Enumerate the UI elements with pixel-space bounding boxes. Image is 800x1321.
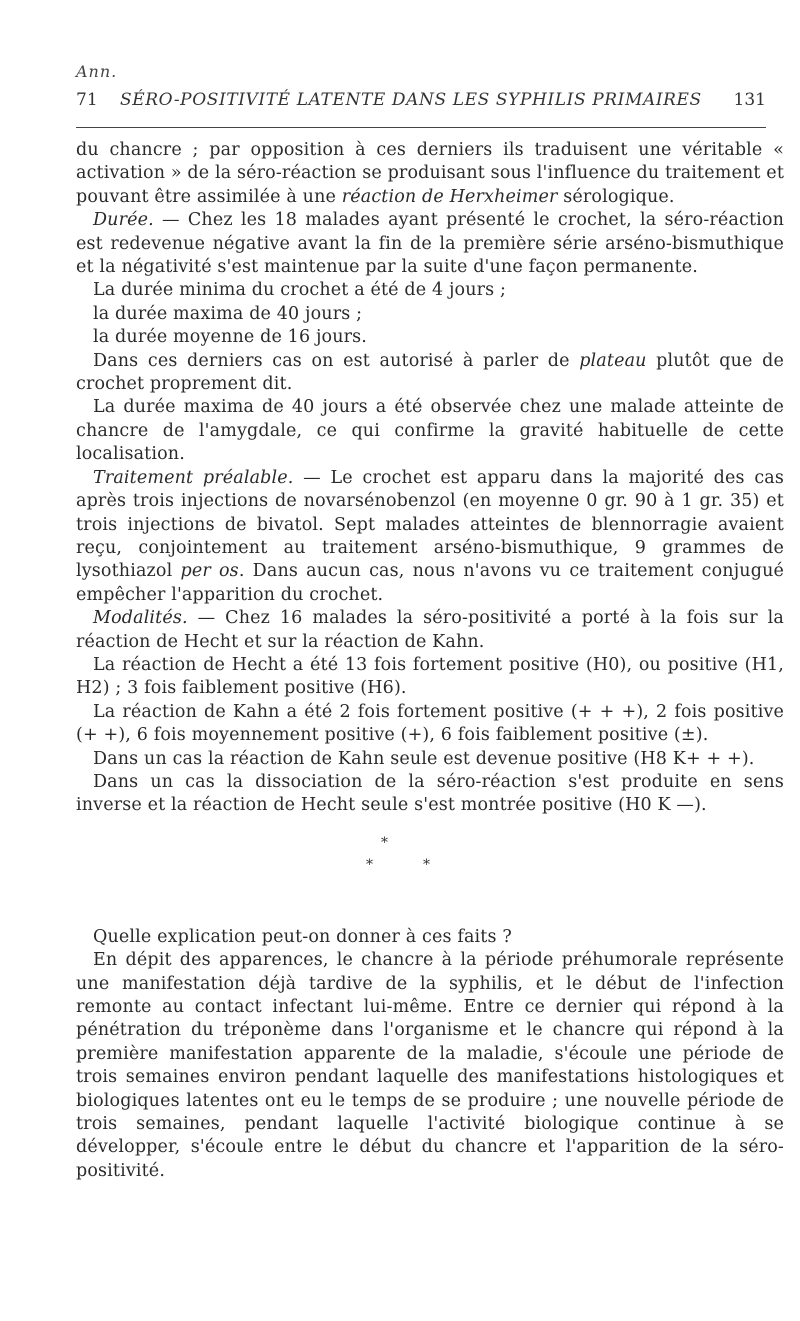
section-lead-traitement: Traitement préalable. [93, 467, 294, 488]
paragraph: la durée moyenne de 16 jours. [93, 327, 367, 348]
paragraph: Dans un cas la dissociation de la séro-réaction s'est produite en sens inverse et la réaction de Hecht seule s'est montrée positive (H0 K —). [76, 771, 784, 816]
page-number: 131 [733, 90, 766, 110]
article-body [76, 139, 784, 1183]
running-title: SÉRO-POSITIVITÉ LATENTE DANS LES SYPHILIS PRIMAIRES [120, 90, 702, 110]
section-lead-modalites: Modalités. [93, 608, 188, 629]
paragraph: la durée maxima de 40 jours ; [93, 303, 363, 324]
header-rule [76, 127, 766, 128]
volume-number: 71 [76, 90, 98, 110]
journal-abbreviation: Ann. [76, 62, 118, 81]
paragraph: Dans un cas la réaction de Kahn seule est devenue positive (H8 K+ + +). [93, 748, 755, 769]
asterisk: * [366, 856, 374, 873]
section-lead-duree: Durée. [93, 210, 154, 231]
paragraph: du chancre ; par opposition à ces derniers ils traduisent une véritable « activation » de la séro-réaction se produisant sous l'influence du traitement et pouvant être assimilée à une réaction de Herxheimer sérologique. [76, 140, 784, 207]
paragraph: La réaction de Kahn a été 2 fois fortement positive (+ + +), 2 fois positive (+ +), 6 fois moyennement positive (+), 6 fois faiblement positive (±). [76, 701, 784, 746]
paragraph: La durée minima du crochet a été de 4 jours ; [93, 280, 507, 301]
paragraph: Dans ces derniers cas on est autorisé à parler de plateau plutôt que de crochet proprement dit. [76, 350, 784, 395]
paragraph: La réaction de Hecht a été 13 fois fortement positive (H0), ou positive (H1, H2) ; 3 fois faiblement positive (H6). [76, 654, 784, 699]
asterisk: * [381, 834, 389, 851]
section-break-asterism [76, 818, 784, 926]
running-header [76, 62, 766, 122]
paragraph-duree: Durée. — Chez les 18 malades ayant présenté le crochet, la séro-réaction est redevenue négative avant la fin de la première série arséno-bismuthique et la négativité s'est maintenue par la suite d'une façon permanente. [76, 210, 784, 278]
paragraph: La durée maxima de 40 jours a été observée chez une malade atteinte de chancre de l'amygdale, ce qui confirme la gravité habituelle de cette localisation. [76, 397, 784, 465]
paragraph-question: Quelle explication peut-on donner à ces faits ? [93, 926, 512, 947]
paragraph: En dépit des apparences, le chancre à la période préhumorale représente une manifestation déjà tardive de la syphilis, et le début de l'infection remonte au contact infectant lui-même. Entre ce dernier qui répond à la pénétration du tréponème dans l'organisme et le chancre qui répond à la première manifestation apparente de la maladie, s'écoule une période de trois semaines environ pendant laquelle des manifestations histologiques et biologiques latentes ont eu le temps de se produire ; une nouvelle période de trois semaines, pendant laquelle l'activité biologique continue à se développer, s'écoule entre le début du chancre et l'apparition de la séro-positivité. [76, 950, 784, 1181]
asterisk: * [423, 856, 431, 873]
paragraph-traitement: Traitement préalable. — Le crochet est apparu dans la majorité des cas après trois injections de novarsénobenzol (en moyenne 0 gr. 90 à 1 gr. 35) et trois injections de bivatol. Sept malades atteintes de blennorragie avaient reçu, conjointement au traitement arséno-bismuthique, 9 grammes de lysothiazol per os. Dans aucun cas, nous n'avons vu ce traitement conjugué empêcher l'apparition du crochet. [76, 467, 784, 605]
paragraph-modalites: Modalités. — Chez 16 malades la séro-positivité a porté à la fois sur la réaction de Hecht et sur la réaction de Kahn. [76, 608, 784, 652]
